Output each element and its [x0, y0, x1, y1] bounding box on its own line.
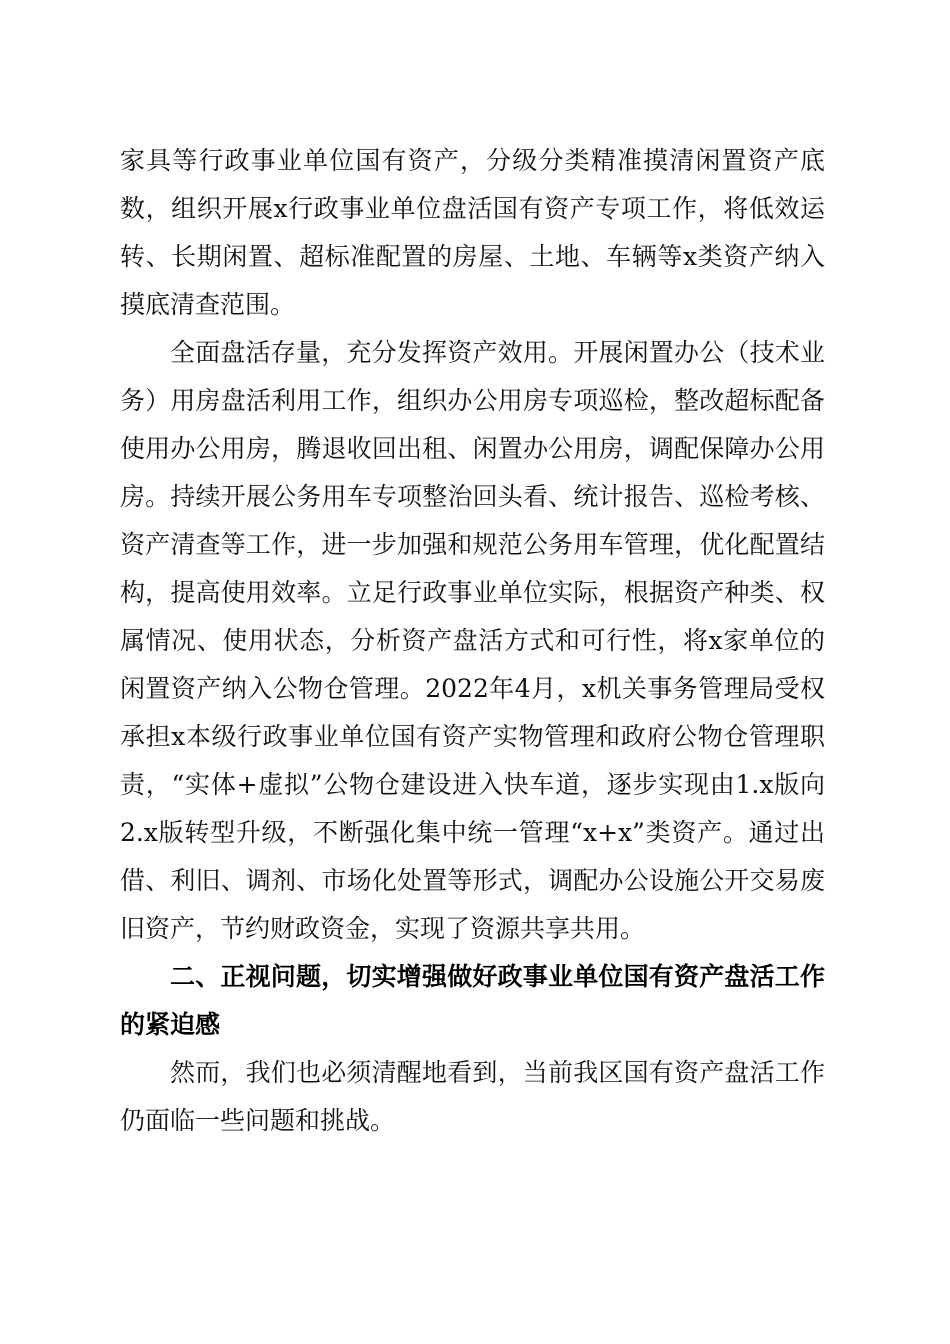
- paragraph-revitalize-stock: 全面盘活存量，充分发挥资产效用。开展闲置办公（技术业务）用房盘活利用工作，组织办公用房专项巡检，整改超标配备使用办公用房，腾退收回出租、闲置办公用房，调配保障办公用房。持续开展公务用车专项整治回头看、统计报告、巡检考核、资产清查等工作，进一步加强和规范公务用车管理，优化配置结构，提高使用效率。立足行政事业单位实际，根据资产种类、权属情况、使用状态，分析资产盘活方式和可行性，将x家单位的闲置资产纳入公物仓管理。2022年4月，x机关事务管理局受权承担x本级行政事业单位国有资产实物管理和政府公物仓管理职责，“实体+虚拟”公物仓建设进入快车道，逐步实现由1.x版向2.x版转型升级，不断强化集中统一管理“x+x”类资产。通过出借、利旧、调剂、市场化处置等形式，调配办公设施公开交易废旧资产，节约财政资金，实现了资源共享共用。: [120, 338, 825, 943]
- paragraph-challenges: 然而，我们也必须清醒地看到，当前我区国有资产盘活工作仍面临一些问题和挑战。: [120, 1058, 825, 1135]
- section-heading-two: 二、正视问题，切实增强做好政事业单位国有资产盘活工作的紧迫感: [120, 962, 825, 1039]
- document-body: [120, 137, 825, 1145]
- paragraph-asset-survey: 家具等行政事业单位国有资产，分级分类精准摸清闲置资产底数，组织开展x行政事业单位盘活国有资产专项工作，将低效运转、长期闲置、超标准配置的房屋、土地、车辆等x类资产纳入摸底清查范围。: [120, 146, 825, 319]
